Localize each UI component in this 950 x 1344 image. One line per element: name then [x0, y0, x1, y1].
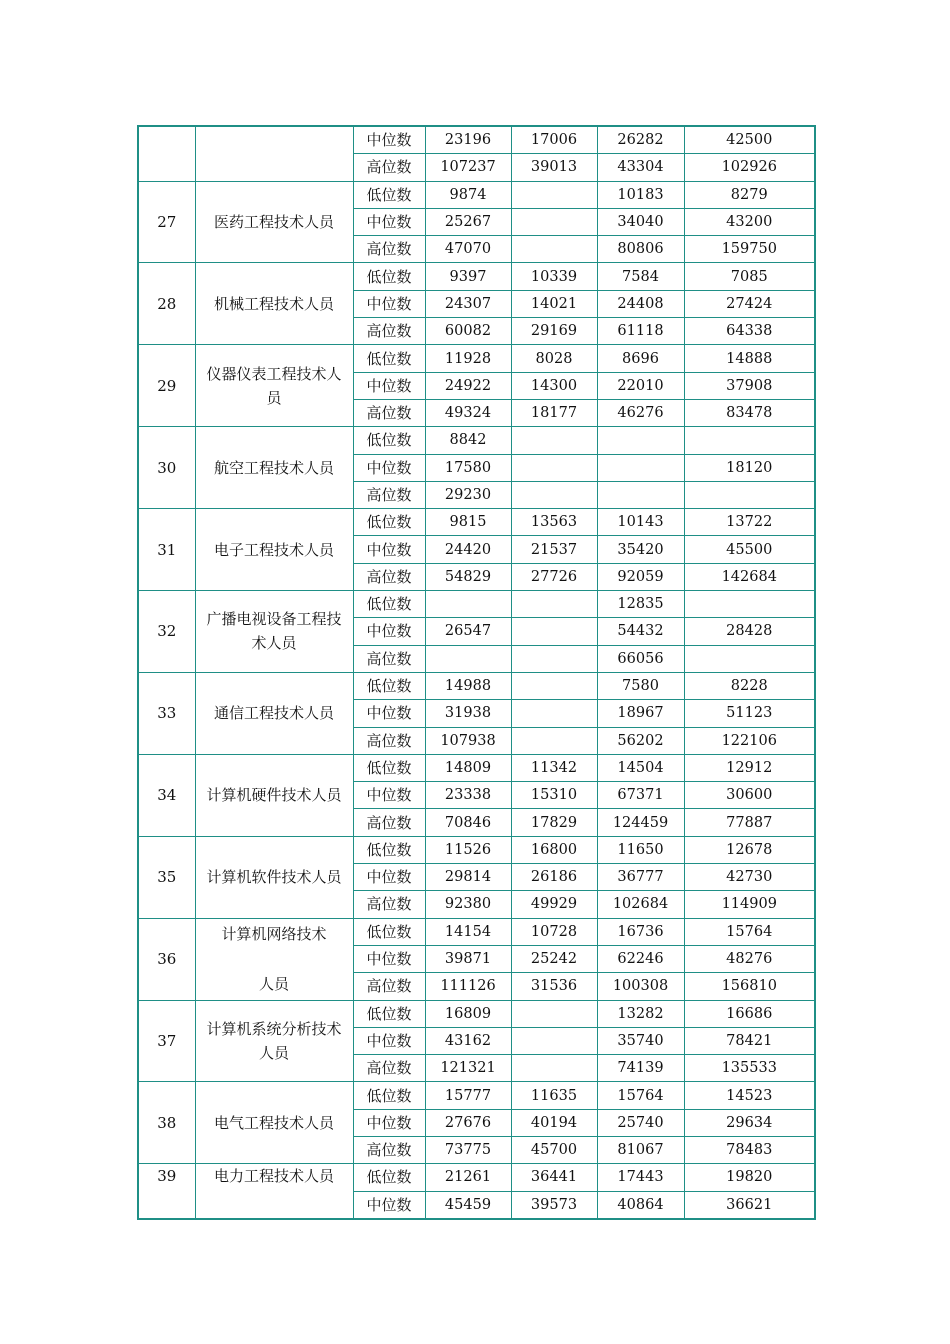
percentile-label: 高位数 [353, 891, 425, 918]
salary-value: 10183 [597, 181, 684, 208]
percentile-label: 中位数 [353, 1027, 425, 1054]
salary-value [684, 591, 815, 618]
table-row [138, 1164, 815, 1191]
salary-value: 102684 [597, 891, 684, 918]
salary-value: 14988 [425, 672, 511, 699]
line-gap [200, 946, 349, 972]
occupation-name [195, 918, 353, 1000]
salary-value [511, 481, 597, 508]
salary-value [511, 618, 597, 645]
salary-value: 56202 [597, 727, 684, 754]
salary-value: 11635 [511, 1082, 597, 1109]
salary-value: 15764 [597, 1082, 684, 1109]
percentile-label: 高位数 [353, 973, 425, 1000]
salary-value: 54829 [425, 563, 511, 590]
salary-value: 29169 [511, 318, 597, 345]
occupation-number: 33 [138, 672, 195, 754]
percentile-label: 中位数 [353, 864, 425, 891]
percentile-label: 中位数 [353, 536, 425, 563]
occupation-name [195, 126, 353, 181]
percentile-label: 低位数 [353, 263, 425, 290]
salary-value: 107938 [425, 727, 511, 754]
percentile-label: 低位数 [353, 1000, 425, 1027]
salary-value: 159750 [684, 236, 815, 263]
salary-value: 26186 [511, 864, 597, 891]
salary-value: 16686 [684, 1000, 815, 1027]
percentile-label: 高位数 [353, 645, 425, 672]
percentile-label: 中位数 [353, 618, 425, 645]
percentile-label: 中位数 [353, 1191, 425, 1219]
percentile-label: 低位数 [353, 918, 425, 945]
salary-value: 27424 [684, 290, 815, 317]
occupation-number: 30 [138, 427, 195, 509]
salary-value: 29230 [425, 481, 511, 508]
percentile-label: 中位数 [353, 700, 425, 727]
salary-value: 83478 [684, 399, 815, 426]
salary-value: 12835 [597, 591, 684, 618]
salary-value: 14021 [511, 290, 597, 317]
salary-value: 107237 [425, 154, 511, 181]
percentile-label: 低位数 [353, 345, 425, 372]
salary-value: 67371 [597, 782, 684, 809]
salary-value: 24420 [425, 536, 511, 563]
salary-value: 111126 [425, 973, 511, 1000]
occupation-number: 34 [138, 754, 195, 836]
salary-value [597, 427, 684, 454]
salary-value: 12678 [684, 836, 815, 863]
salary-value: 135533 [684, 1055, 815, 1082]
salary-value: 8228 [684, 672, 815, 699]
percentile-label: 高位数 [353, 318, 425, 345]
occupation-number: 39 [138, 1164, 195, 1219]
percentile-label: 低位数 [353, 1082, 425, 1109]
salary-value: 39573 [511, 1191, 597, 1219]
salary-value: 13563 [511, 509, 597, 536]
salary-value: 30600 [684, 782, 815, 809]
occupation-name: 计算机软件技术人员 [195, 836, 353, 918]
salary-value: 13282 [597, 1000, 684, 1027]
occupation-number: 31 [138, 509, 195, 591]
percentile-label: 低位数 [353, 181, 425, 208]
salary-value: 92059 [597, 563, 684, 590]
salary-value: 15777 [425, 1082, 511, 1109]
salary-value [511, 645, 597, 672]
table-row [138, 263, 815, 290]
percentile-label: 高位数 [353, 154, 425, 181]
salary-value: 42500 [684, 126, 815, 154]
percentile-label: 低位数 [353, 836, 425, 863]
salary-value: 78421 [684, 1027, 815, 1054]
salary-value: 24307 [425, 290, 511, 317]
percentile-label: 中位数 [353, 1109, 425, 1136]
salary-value: 14888 [684, 345, 815, 372]
percentile-label: 中位数 [353, 454, 425, 481]
salary-value: 24408 [597, 290, 684, 317]
salary-value: 10339 [511, 263, 597, 290]
salary-value: 17443 [597, 1164, 684, 1191]
salary-value: 66056 [597, 645, 684, 672]
salary-value [597, 481, 684, 508]
salary-value: 14523 [684, 1082, 815, 1109]
salary-value: 13722 [684, 509, 815, 536]
percentile-label: 中位数 [353, 372, 425, 399]
salary-value: 49929 [511, 891, 597, 918]
salary-value: 34040 [597, 208, 684, 235]
percentile-label: 高位数 [353, 563, 425, 590]
percentile-label: 中位数 [353, 208, 425, 235]
salary-value: 18120 [684, 454, 815, 481]
salary-value: 7085 [684, 263, 815, 290]
salary-value: 15764 [684, 918, 815, 945]
table-row [138, 754, 815, 781]
salary-value: 43304 [597, 154, 684, 181]
salary-value: 29634 [684, 1109, 815, 1136]
occupation-name: 医药工程技术人员 [195, 181, 353, 263]
occupation-name: 电气工程技术人员 [195, 1082, 353, 1164]
salary-value: 11650 [597, 836, 684, 863]
table-row [138, 836, 815, 863]
salary-value: 102926 [684, 154, 815, 181]
salary-value: 17006 [511, 126, 597, 154]
salary-value: 73775 [425, 1136, 511, 1163]
table-row [138, 427, 815, 454]
salary-value: 60082 [425, 318, 511, 345]
salary-value: 49324 [425, 399, 511, 426]
salary-value: 8842 [425, 427, 511, 454]
salary-value: 48276 [684, 945, 815, 972]
occupation-name: 机械工程技术人员 [195, 263, 353, 345]
salary-value: 121321 [425, 1055, 511, 1082]
salary-value: 35420 [597, 536, 684, 563]
salary-value: 11526 [425, 836, 511, 863]
salary-value [425, 591, 511, 618]
salary-value: 70846 [425, 809, 511, 836]
salary-value: 17829 [511, 809, 597, 836]
salary-value: 25242 [511, 945, 597, 972]
salary-value: 46276 [597, 399, 684, 426]
table-row [138, 509, 815, 536]
salary-value: 18967 [597, 700, 684, 727]
percentile-label: 中位数 [353, 945, 425, 972]
salary-value: 81067 [597, 1136, 684, 1163]
occupation-name: 通信工程技术人员 [195, 672, 353, 754]
salary-value: 36777 [597, 864, 684, 891]
percentile-label: 高位数 [353, 727, 425, 754]
salary-value: 51123 [684, 700, 815, 727]
occupation-name: 广播电视设备工程技术人员 [195, 591, 353, 673]
salary-value [684, 427, 815, 454]
salary-value: 11928 [425, 345, 511, 372]
percentile-label: 高位数 [353, 809, 425, 836]
salary-value [511, 208, 597, 235]
salary-value: 37908 [684, 372, 815, 399]
percentile-label: 中位数 [353, 290, 425, 317]
occupation-number: 38 [138, 1082, 195, 1164]
salary-value: 22010 [597, 372, 684, 399]
percentile-label: 中位数 [353, 782, 425, 809]
salary-value: 40864 [597, 1191, 684, 1219]
occupation-number: 36 [138, 918, 195, 1000]
salary-value [511, 454, 597, 481]
salary-value: 156810 [684, 973, 815, 1000]
salary-value: 124459 [597, 809, 684, 836]
percentile-label: 高位数 [353, 399, 425, 426]
salary-value: 7580 [597, 672, 684, 699]
salary-value: 78483 [684, 1136, 815, 1163]
salary-value: 45459 [425, 1191, 511, 1219]
salary-value: 21537 [511, 536, 597, 563]
salary-value: 10143 [597, 509, 684, 536]
occupation-name: 计算机硬件技术人员 [195, 754, 353, 836]
salary-value: 16736 [597, 918, 684, 945]
salary-value: 18177 [511, 399, 597, 426]
salary-value [511, 1027, 597, 1054]
occupation-name: 仪器仪表工程技术人员 [195, 345, 353, 427]
salary-value [511, 427, 597, 454]
salary-value: 16800 [511, 836, 597, 863]
salary-value: 12912 [684, 754, 815, 781]
salary-value: 9397 [425, 263, 511, 290]
salary-value [425, 645, 511, 672]
salary-value: 43162 [425, 1027, 511, 1054]
table-row [138, 1000, 815, 1027]
occupation-name: 航空工程技术人员 [195, 427, 353, 509]
salary-value: 54432 [597, 618, 684, 645]
salary-value: 62246 [597, 945, 684, 972]
salary-value: 31938 [425, 700, 511, 727]
salary-value [511, 700, 597, 727]
table-row [138, 591, 815, 618]
salary-value: 100308 [597, 973, 684, 1000]
occupation-number: 29 [138, 345, 195, 427]
salary-value [597, 454, 684, 481]
salary-value: 31536 [511, 973, 597, 1000]
occupation-number: 28 [138, 263, 195, 345]
percentile-label: 高位数 [353, 236, 425, 263]
salary-value: 74139 [597, 1055, 684, 1082]
salary-value: 26282 [597, 126, 684, 154]
salary-value: 8696 [597, 345, 684, 372]
salary-value [684, 645, 815, 672]
percentile-label: 低位数 [353, 591, 425, 618]
percentile-label: 低位数 [353, 672, 425, 699]
occupation-number: 27 [138, 181, 195, 263]
table-row [138, 345, 815, 372]
salary-value [684, 481, 815, 508]
salary-value: 40194 [511, 1109, 597, 1136]
percentile-label: 中位数 [353, 126, 425, 154]
percentile-label: 低位数 [353, 509, 425, 536]
salary-value: 27676 [425, 1109, 511, 1136]
salary-value: 23196 [425, 126, 511, 154]
percentile-label: 高位数 [353, 481, 425, 508]
salary-value: 47070 [425, 236, 511, 263]
salary-value: 14300 [511, 372, 597, 399]
salary-value: 14154 [425, 918, 511, 945]
occupation-name: 电力工程技术人员 [195, 1164, 353, 1219]
occupation-number: 35 [138, 836, 195, 918]
salary-value: 9874 [425, 181, 511, 208]
salary-value [511, 591, 597, 618]
salary-value: 21261 [425, 1164, 511, 1191]
salary-value: 27726 [511, 563, 597, 590]
salary-value: 9815 [425, 509, 511, 536]
table-row [138, 918, 815, 945]
salary-value [511, 727, 597, 754]
salary-value: 36621 [684, 1191, 815, 1219]
occupation-number: 32 [138, 591, 195, 673]
salary-value: 29814 [425, 864, 511, 891]
table-row [138, 126, 815, 154]
table-row [138, 1082, 815, 1109]
salary-value: 28428 [684, 618, 815, 645]
occupation-name: 电子工程技术人员 [195, 509, 353, 591]
salary-value: 77887 [684, 809, 815, 836]
salary-value: 24922 [425, 372, 511, 399]
salary-value: 25267 [425, 208, 511, 235]
percentile-label: 高位数 [353, 1055, 425, 1082]
salary-value: 17580 [425, 454, 511, 481]
salary-value: 39013 [511, 154, 597, 181]
percentile-label: 低位数 [353, 427, 425, 454]
salary-value: 39871 [425, 945, 511, 972]
salary-value: 10728 [511, 918, 597, 945]
salary-value: 26547 [425, 618, 511, 645]
salary-value: 42730 [684, 864, 815, 891]
salary-value: 45700 [511, 1136, 597, 1163]
salary-value: 64338 [684, 318, 815, 345]
occupation-name-line: 计算机网络技术 [221, 925, 327, 944]
salary-value: 114909 [684, 891, 815, 918]
salary-value [511, 672, 597, 699]
salary-value: 8279 [684, 181, 815, 208]
percentile-label: 高位数 [353, 1136, 425, 1163]
occupation-number: 37 [138, 1000, 195, 1082]
salary-value [511, 1055, 597, 1082]
salary-value [511, 181, 597, 208]
salary-value [511, 236, 597, 263]
salary-value: 14809 [425, 754, 511, 781]
salary-value: 122106 [684, 727, 815, 754]
occupation-name: 计算机系统分析技术人员 [195, 1000, 353, 1082]
salary-value: 19820 [684, 1164, 815, 1191]
salary-value: 7584 [597, 263, 684, 290]
salary-value: 25740 [597, 1109, 684, 1136]
salary-value: 45500 [684, 536, 815, 563]
salary-value: 8028 [511, 345, 597, 372]
salary-value: 142684 [684, 563, 815, 590]
salary-value: 15310 [511, 782, 597, 809]
salary-value: 11342 [511, 754, 597, 781]
salary-value: 16809 [425, 1000, 511, 1027]
salary-value: 14504 [597, 754, 684, 781]
salary-value [511, 1000, 597, 1027]
salary-value: 92380 [425, 891, 511, 918]
percentile-label: 低位数 [353, 754, 425, 781]
salary-value: 36441 [511, 1164, 597, 1191]
salary-value: 43200 [684, 208, 815, 235]
percentile-label: 低位数 [353, 1164, 425, 1191]
salary-value: 80806 [597, 236, 684, 263]
salary-value: 35740 [597, 1027, 684, 1054]
occupation-name-line: 人员 [258, 975, 289, 994]
salary-value: 61118 [597, 318, 684, 345]
salary-value: 23338 [425, 782, 511, 809]
salary-table [137, 125, 816, 1220]
occupation-number [138, 126, 195, 181]
table-row [138, 672, 815, 699]
table-row [138, 181, 815, 208]
